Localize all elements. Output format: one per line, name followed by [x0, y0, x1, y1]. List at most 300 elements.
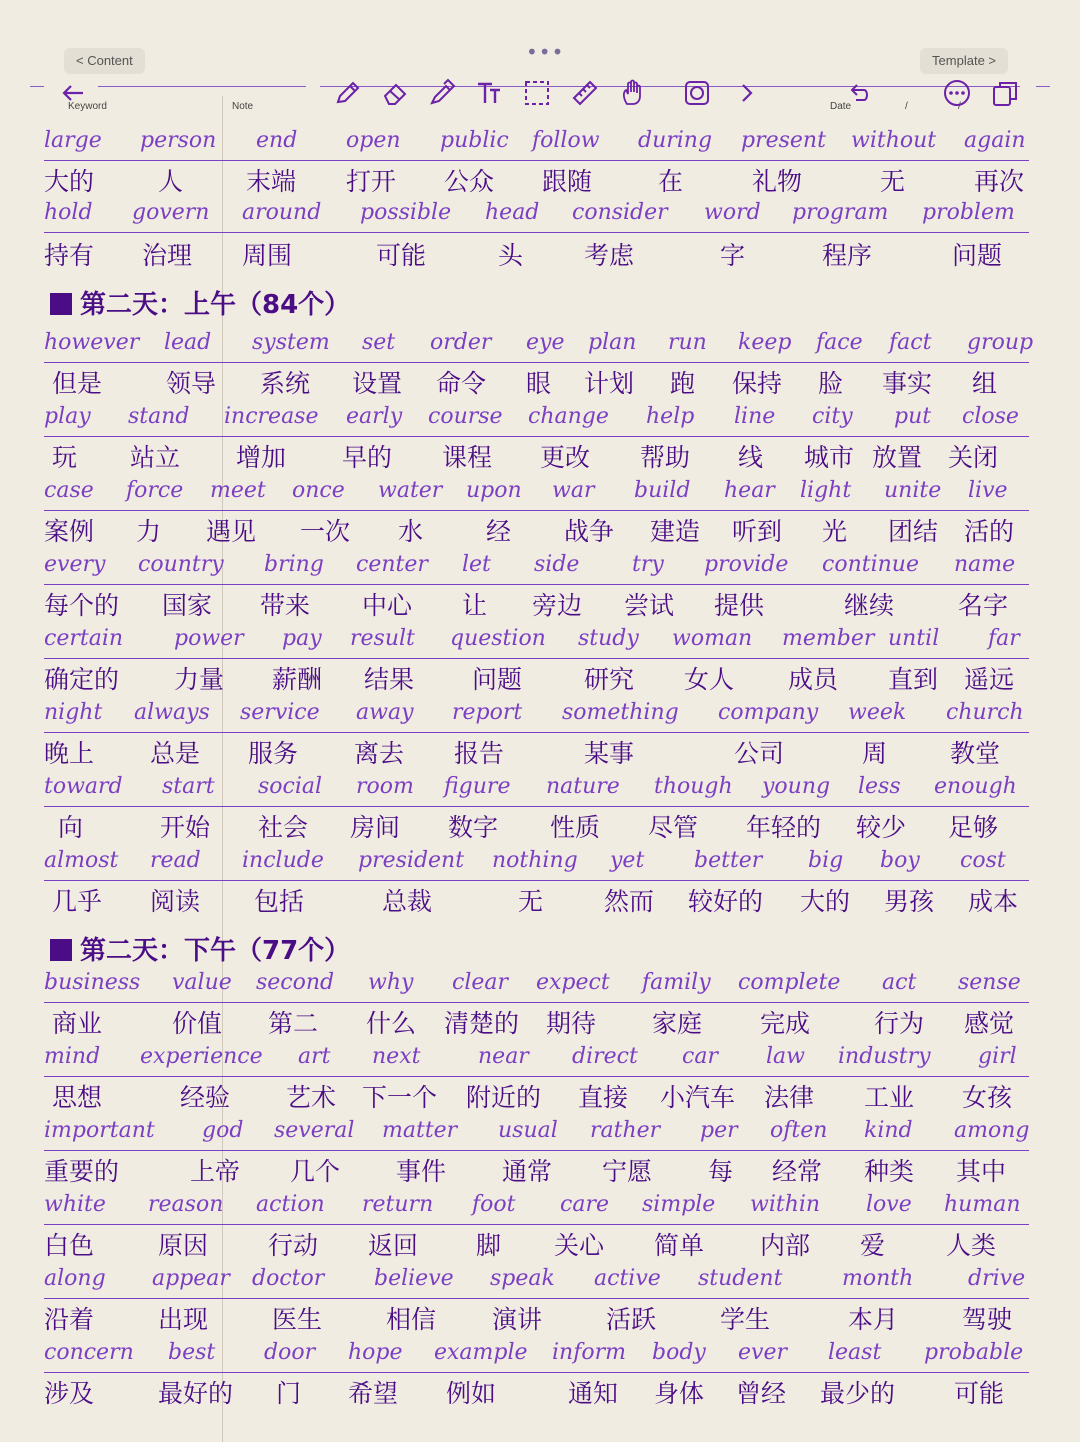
chinese-word: 成员: [788, 665, 839, 694]
chinese-word: 领导: [166, 369, 217, 398]
chinese-word: 返回: [368, 1231, 419, 1260]
english-word: human: [944, 1192, 1021, 1217]
english-word: social: [258, 774, 323, 799]
chinese-word: 系统: [260, 369, 311, 398]
chinese-word: 较好的: [688, 887, 764, 916]
chinese-word: 头: [498, 241, 524, 270]
english-word: value: [172, 970, 232, 995]
english-word: ever: [738, 1340, 787, 1365]
section-heading: [50, 284, 350, 321]
english-word: mind: [44, 1044, 101, 1069]
english-word-row: [44, 624, 1029, 659]
chinese-word: 打开: [346, 167, 397, 196]
english-word: church: [946, 700, 1024, 725]
chinese-word: 课程: [442, 443, 493, 472]
english-word: believe: [374, 1266, 454, 1291]
english-word: best: [168, 1340, 216, 1365]
eraser-icon[interactable]: [380, 78, 410, 108]
chinese-word: 通知: [568, 1379, 619, 1408]
chinese-word: 线: [738, 443, 764, 472]
english-word: nature: [546, 774, 620, 799]
more-options-icon[interactable]: [942, 78, 972, 108]
chinese-word: 组: [972, 369, 998, 398]
chinese-word: 白色: [44, 1231, 95, 1260]
english-word: system: [252, 330, 330, 355]
header-rule: [320, 86, 1020, 87]
chinese-word: 公司: [734, 739, 785, 768]
english-word: care: [560, 1192, 609, 1217]
english-word: meet: [210, 478, 266, 503]
chinese-word: 房间: [350, 813, 401, 842]
chinese-word: 力量: [174, 665, 225, 694]
english-word: art: [298, 1044, 331, 1069]
english-word: govern: [132, 200, 210, 225]
chinese-word: 薪酬: [272, 665, 323, 694]
english-word: set: [362, 330, 396, 355]
chinese-word: 本月: [848, 1305, 899, 1334]
chinese-word: 学生: [720, 1305, 771, 1334]
ruler-icon[interactable]: [570, 78, 600, 108]
english-word-row: [44, 968, 1029, 1003]
chinese-word: 经: [486, 517, 512, 546]
chinese-word: 向: [58, 813, 84, 842]
header-rule: [30, 86, 44, 87]
english-word: rather: [590, 1118, 661, 1143]
chinese-word: 服务: [248, 739, 299, 768]
english-word: far: [988, 626, 1020, 651]
english-word: case: [44, 478, 94, 503]
english-word: water: [378, 478, 443, 503]
chinese-word: 行为: [874, 1009, 925, 1038]
chinese-word: 考虑: [584, 241, 635, 270]
chinese-word: 听到: [732, 517, 783, 546]
english-word-row: [44, 126, 1029, 161]
english-word: week: [848, 700, 907, 725]
chinese-word: 团结: [888, 517, 939, 546]
english-word: consider: [572, 200, 668, 225]
chinese-word: 例如: [446, 1379, 497, 1408]
chinese-word: 每: [708, 1157, 734, 1186]
chinese-word: 关心: [554, 1231, 605, 1260]
english-word: clear: [452, 970, 509, 995]
chinese-word: 下一个: [362, 1083, 438, 1112]
english-word: less: [858, 774, 901, 799]
chinese-word: 完成: [760, 1009, 811, 1038]
english-word: enough: [934, 774, 1017, 799]
chinese-word: 行动: [268, 1231, 319, 1260]
english-word-row: [44, 1338, 1029, 1373]
pages-icon[interactable]: [990, 78, 1020, 108]
chinese-word: 直接: [578, 1083, 629, 1112]
highlighter-icon[interactable]: [426, 78, 456, 108]
chinese-word: 演讲: [492, 1305, 543, 1334]
header-rule: [98, 86, 306, 87]
lasso-select-icon[interactable]: [522, 78, 552, 108]
chinese-word: 治理: [142, 241, 193, 270]
english-word: something: [562, 700, 679, 725]
english-word: within: [750, 1192, 821, 1217]
english-word: nothing: [492, 848, 578, 873]
chinese-word: 旁边: [532, 591, 583, 620]
english-word: person: [140, 128, 217, 153]
english-word: course: [428, 404, 503, 429]
english-word: foot: [472, 1192, 516, 1217]
english-word: program: [792, 200, 889, 225]
english-word: big: [808, 848, 844, 873]
english-word: toward: [44, 774, 123, 799]
chinese-word: 水: [398, 517, 424, 546]
chinese-word: 感觉: [964, 1009, 1015, 1038]
english-word: near: [478, 1044, 529, 1069]
chinese-word: 阅读: [150, 887, 201, 916]
english-word-row: [44, 1264, 1029, 1299]
english-word: family: [642, 970, 711, 995]
chinese-word: 最少的: [820, 1379, 896, 1408]
english-word: force: [126, 478, 184, 503]
chinese-word: 保持: [732, 369, 783, 398]
chinese-word: 大的: [800, 887, 851, 916]
english-word: concern: [44, 1340, 134, 1365]
chinese-word: 上帝: [190, 1157, 241, 1186]
english-word: active: [594, 1266, 661, 1291]
chinese-word: 可能: [954, 1379, 1005, 1408]
chinese-word: 遇见: [206, 517, 257, 546]
chinese-word: 涉及: [44, 1379, 95, 1408]
chinese-word: 医生: [272, 1305, 323, 1334]
english-word: run: [668, 330, 707, 355]
english-word: country: [138, 552, 224, 577]
chinese-word: 其中: [956, 1157, 1007, 1186]
english-word: among: [954, 1118, 1030, 1143]
english-word: during: [638, 128, 713, 153]
chinese-word: 清楚的: [444, 1009, 520, 1038]
chinese-word: 增加: [236, 443, 287, 472]
english-word: again: [964, 128, 1026, 153]
chinese-word: 晚上: [44, 739, 95, 768]
english-word: reason: [148, 1192, 224, 1217]
text-tool-icon[interactable]: [474, 78, 504, 108]
english-word: second: [256, 970, 335, 995]
english-word: night: [44, 700, 103, 725]
english-word: play: [44, 404, 91, 429]
english-word: put: [894, 404, 932, 429]
chinese-word: 大的: [44, 167, 95, 196]
english-word: often: [770, 1118, 828, 1143]
chinese-word: 尽管: [648, 813, 699, 842]
english-word: change: [528, 404, 609, 429]
chinese-word: 几个: [290, 1157, 341, 1186]
chinese-word: 工业: [864, 1083, 915, 1112]
english-word: build: [634, 478, 691, 503]
square-bullet-icon: [50, 293, 72, 315]
chinese-word: 名字: [958, 591, 1009, 620]
english-word-row: [44, 402, 1029, 437]
note-label: Note: [232, 101, 254, 112]
chinese-word: 脚: [476, 1231, 502, 1260]
english-word: business: [44, 970, 141, 995]
chinese-word: 研究: [584, 665, 635, 694]
english-word: order: [430, 330, 492, 355]
english-word: line: [734, 404, 776, 429]
english-word: important: [44, 1118, 155, 1143]
english-word-row: [44, 198, 1029, 233]
english-word: without: [851, 128, 937, 153]
english-word: president: [358, 848, 465, 873]
chinese-word: 数字: [448, 813, 499, 842]
chinese-word: 但是: [52, 369, 103, 398]
english-word: try: [632, 552, 664, 577]
chinese-word: 女孩: [962, 1083, 1013, 1112]
chinese-word: 周: [862, 739, 888, 768]
english-word: help: [646, 404, 695, 429]
english-word-row: [44, 772, 1029, 807]
english-word: until: [888, 626, 940, 651]
english-word: once: [292, 478, 345, 503]
chinese-word: 礼物: [752, 167, 803, 196]
english-word: door: [264, 1340, 316, 1365]
english-word: complete: [738, 970, 841, 995]
english-word: problem: [922, 200, 1015, 225]
english-word: around: [242, 200, 322, 225]
chinese-word: 曾经: [736, 1379, 787, 1408]
chinese-word: 重要的: [44, 1157, 120, 1186]
english-word: sense: [958, 970, 1021, 995]
chinese-word: 计划: [584, 369, 635, 398]
chinese-word: 沿着: [44, 1305, 95, 1334]
english-word: drive: [968, 1266, 1026, 1291]
chinese-word: 成本: [968, 887, 1019, 916]
english-word: example: [434, 1340, 528, 1365]
english-word: experience: [140, 1044, 263, 1069]
chinese-word: 设置: [352, 369, 403, 398]
chinese-word: 法律: [764, 1083, 815, 1112]
english-word: report: [452, 700, 523, 725]
date-separator: /: [905, 101, 908, 112]
chinese-word: 在: [658, 167, 684, 196]
chinese-word: 事件: [396, 1157, 447, 1186]
chinese-word: 光: [822, 517, 848, 546]
english-word: matter: [382, 1118, 458, 1143]
english-word: provide: [704, 552, 789, 577]
english-word: increase: [224, 404, 319, 429]
english-word: away: [356, 700, 414, 725]
chinese-word: 无: [518, 887, 544, 916]
chinese-word: 出现: [158, 1305, 209, 1334]
english-word: white: [44, 1192, 106, 1217]
section-title: 第二天：上午（84个）: [80, 290, 351, 320]
english-word: room: [356, 774, 414, 799]
chinese-word: 遥远: [964, 665, 1015, 694]
hand-touch-icon[interactable]: [618, 78, 648, 108]
english-word: speak: [490, 1266, 555, 1291]
english-word: upon: [466, 478, 522, 503]
chinese-word: 中心: [362, 591, 413, 620]
chinese-word: 跑: [670, 369, 696, 398]
chinese-word: 活跃: [606, 1305, 657, 1334]
chinese-word: 案例: [44, 517, 95, 546]
chinese-word: 问题: [952, 241, 1003, 270]
chinese-word: 无: [880, 167, 906, 196]
more-dots-icon[interactable]: •••: [526, 40, 565, 64]
english-word: woman: [672, 626, 753, 651]
chinese-word: 提供: [714, 591, 765, 620]
chinese-word: 爱: [860, 1231, 886, 1260]
chinese-word: 开始: [160, 813, 211, 842]
english-word: close: [962, 404, 1019, 429]
chinese-word: 离去: [354, 739, 405, 768]
english-word: lead: [164, 330, 212, 355]
content-back-button[interactable]: < Content: [64, 48, 145, 74]
english-word: possible: [360, 200, 452, 225]
chinese-word: 思想: [52, 1083, 103, 1112]
chinese-word: 尝试: [624, 591, 675, 620]
english-word-row: [44, 698, 1029, 733]
chinese-word: 公众: [444, 167, 495, 196]
english-word: include: [242, 848, 324, 873]
image-insert-icon[interactable]: [682, 78, 712, 108]
chinese-word: 几乎: [52, 887, 103, 916]
english-word: bring: [264, 552, 324, 577]
english-word: light: [800, 478, 852, 503]
chinese-word: 放置: [872, 443, 923, 472]
english-word: always: [134, 700, 210, 725]
square-bullet-icon: [50, 939, 72, 961]
chinese-word: 性质: [550, 813, 601, 842]
english-word: war: [552, 478, 595, 503]
english-word: city: [812, 404, 853, 429]
chinese-word: 字: [720, 241, 746, 270]
chinese-word: 第二: [268, 1009, 319, 1038]
english-word: next: [372, 1044, 421, 1069]
english-word: continue: [822, 552, 919, 577]
english-word: least: [828, 1340, 882, 1365]
chinese-word: 简单: [654, 1231, 705, 1260]
chinese-word: 附近的: [466, 1083, 542, 1112]
english-word: live: [968, 478, 1008, 503]
chinese-word: 价值: [172, 1009, 223, 1038]
english-word: result: [350, 626, 415, 651]
english-word: open: [346, 128, 401, 153]
english-word: hope: [348, 1340, 403, 1365]
english-word: certain: [44, 626, 124, 651]
chinese-word: 带来: [260, 591, 311, 620]
chinese-word: 教堂: [950, 739, 1001, 768]
chinese-word: 希望: [348, 1379, 399, 1408]
english-word: along: [44, 1266, 106, 1291]
chinese-word: 总裁: [382, 887, 433, 916]
chinese-word: 再次: [974, 167, 1025, 196]
english-word: boy: [880, 848, 920, 873]
chinese-word: 内部: [760, 1231, 811, 1260]
english-word: doctor: [252, 1266, 325, 1291]
template-button[interactable]: Template >: [920, 48, 1008, 74]
english-word: center: [356, 552, 428, 577]
english-word: though: [654, 774, 733, 799]
english-word: follow: [532, 128, 600, 153]
chinese-word: 年轻的: [746, 813, 822, 842]
english-word: body: [652, 1340, 706, 1365]
english-word: young: [762, 774, 831, 799]
english-word: why: [368, 970, 414, 995]
english-word-row: [44, 1042, 1029, 1077]
chinese-word: 战争: [564, 517, 615, 546]
english-word: however: [44, 330, 140, 355]
chinese-word: 商业: [52, 1009, 103, 1038]
chinese-word: 持有: [44, 241, 95, 270]
pen-icon[interactable]: [332, 78, 362, 108]
english-word: company: [718, 700, 819, 725]
chinese-word: 国家: [162, 591, 213, 620]
english-word: industry: [838, 1044, 931, 1069]
chinese-word: 命令: [436, 369, 487, 398]
chinese-word: 继续: [844, 591, 895, 620]
english-word: hear: [724, 478, 775, 503]
chinese-word: 经常: [772, 1157, 823, 1186]
english-word: cost: [960, 848, 1006, 873]
english-word: name: [954, 552, 1016, 577]
chinese-word: 关闭: [948, 443, 999, 472]
english-word: better: [694, 848, 763, 873]
chinese-word: 建造: [650, 517, 701, 546]
english-word-row: [44, 550, 1029, 585]
chinese-word: 原因: [158, 1231, 209, 1260]
english-word: every: [44, 552, 106, 577]
chinese-word: 小汽车: [660, 1083, 736, 1112]
english-word: direct: [572, 1044, 638, 1069]
chinese-word: 驾驶: [962, 1305, 1013, 1334]
chinese-word: 包括: [254, 887, 305, 916]
chinese-word: 让: [462, 591, 488, 620]
english-word: question: [450, 626, 546, 651]
chinese-word: 力: [136, 517, 162, 546]
english-word: pay: [282, 626, 322, 651]
english-word: several: [274, 1118, 355, 1143]
english-word: god: [202, 1118, 244, 1143]
chinese-word: 社会: [258, 813, 309, 842]
chinese-word: 确定的: [44, 665, 120, 694]
chinese-word: 事实: [882, 369, 933, 398]
chinese-word: 每个的: [44, 591, 120, 620]
date-label: Date: [830, 101, 852, 112]
english-word: public: [440, 128, 509, 153]
keyword-label: Keyword: [68, 101, 107, 112]
chinese-word: 种类: [864, 1157, 915, 1186]
english-word: plan: [588, 330, 637, 355]
chinese-word: 一次: [300, 517, 351, 546]
chinese-word: 男孩: [884, 887, 935, 916]
english-word: stand: [128, 404, 190, 429]
english-word: fact: [889, 330, 932, 355]
english-word: group: [967, 330, 1034, 355]
chevron-right-icon[interactable]: [732, 78, 762, 108]
chinese-word: 城市: [804, 443, 855, 472]
chinese-word: 问题: [472, 665, 523, 694]
english-word: figure: [444, 774, 511, 799]
chinese-word: 总是: [150, 739, 201, 768]
english-word: love: [866, 1192, 912, 1217]
english-word-row: [44, 1190, 1029, 1225]
chinese-word: 身体: [654, 1379, 705, 1408]
chinese-word: 活的: [964, 517, 1015, 546]
chinese-word: 足够: [948, 813, 999, 842]
english-word: power: [174, 626, 244, 651]
chinese-word: 周围: [242, 241, 293, 270]
section-heading: [50, 930, 350, 967]
english-word-row: [44, 328, 1034, 363]
chinese-word: 相信: [386, 1305, 437, 1334]
english-word: service: [240, 700, 320, 725]
chinese-word: 通常: [502, 1157, 553, 1186]
